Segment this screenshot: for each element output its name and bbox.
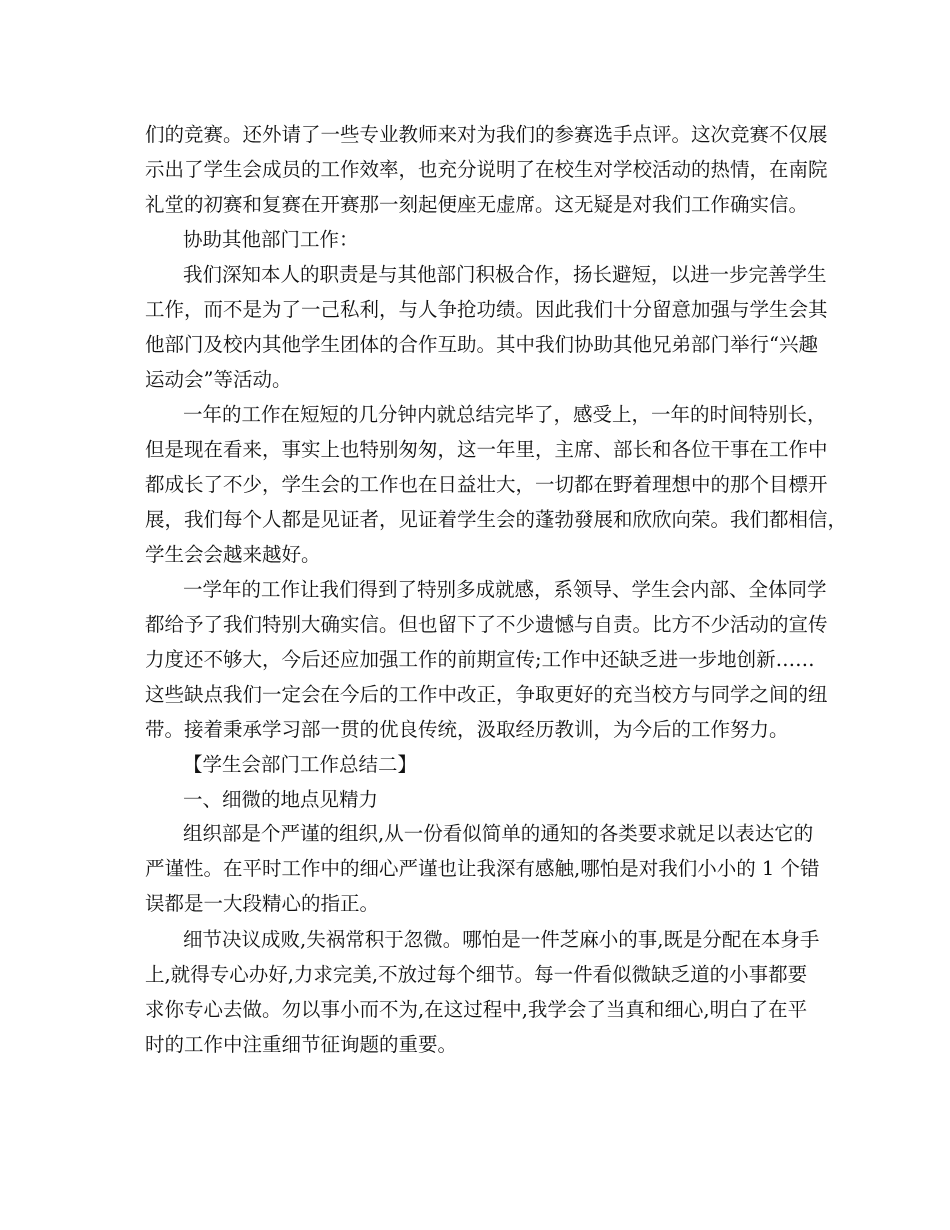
text-line: 都成长了不少，学生会的工作也在日益壮大，一切都在野着理想中的那个目標开 — [145, 473, 828, 496]
text-line: 带。接着秉承学习部一贯的优良传统，汲取经历教训，为今后的工作努力。 — [145, 718, 789, 741]
text-line: 礼堂的初赛和复赛在开赛那一刻起便座无虚席。这无疑是对我们工作确实信。 — [145, 193, 809, 216]
text-line: 学生会会越来越好。 — [145, 543, 321, 566]
text-line: 求你专心去做。勿以事小而不为,在这过程中,我学会了当真和细心,明白了在平 — [145, 998, 808, 1021]
text-line: 细节决议成败,失祸常积于忽微。哪怕是一件芝麻小的事,既是分配在本身手 — [183, 928, 820, 951]
text-line: 误都是一大段精心的指正。 — [145, 892, 380, 915]
text-line: 但是现在看来，事实上也特别匆匆，这一年里，主席、部长和各位干事在工作中 — [145, 438, 828, 461]
text-line: 们的竞赛。还外请了一些专业教师来对为我们的参赛选手点评。这次竞赛不仅展 — [145, 123, 828, 146]
section-heading: 协助其他部门工作： — [183, 228, 359, 251]
text-line: 运动会”等活动。 — [145, 368, 292, 391]
text-line: 上,就得专心办好,力求完美,不放过每个细节。每一件看似微缺乏道的小事都要 — [145, 963, 808, 986]
text-line: 他部门及校内其他学生团体的合作互助。其中我们协助其他兄弟部门举行“兴趣 — [145, 333, 818, 356]
text-line: 力度还不够大，今后还应加强工作的前期宣传;工作中还缺乏进一步地创新…… — [145, 648, 815, 671]
text-line: 都给予了我们特别大确实信。但也留下了不少遗憾与自责。比方不少活动的宣传 — [145, 613, 828, 636]
text-line: 这些缺点我们一定会在今后的工作中改正，争取更好的充当校方与同学之间的纽 — [145, 683, 828, 706]
text-line: 组织部是个严谨的组织,从一份看似简单的通知的各类要求就足以表达它的 — [183, 822, 814, 845]
subsection-heading: 一、细微的地点见精力 — [183, 788, 379, 811]
text-line: 一年的工作在短短的几分钟内就总结完毕了，感受上，一年的时间特别长， — [183, 403, 827, 426]
text-line: 工作，而不是为了一己私利，与人争抢功绩。因此我们十分留意加强与学生会其 — [145, 298, 828, 321]
text-line: 示出了学生会成员的工作效率，也充分说明了在校生对学校活动的热情，在南院 — [145, 158, 828, 181]
text-line: 严谨性。在平时工作中的细心严谨也让我深有感触,哪怕是对我们小小的 1 个错 — [145, 857, 820, 880]
text-line: 时的工作中注重细节征询题的重要。 — [145, 1033, 458, 1056]
text-line: 我们深知本人的职责是与其他部门积极合作，扬长避短，以进一步完善学生 — [183, 263, 827, 286]
section-title: 【学生会部门工作总结二】 — [183, 753, 418, 776]
text-line: 展，我们每个人都是见证者，见证着学生会的蓬勃發展和欣欣向荣。我们都相信， — [145, 508, 848, 531]
text-line: 一学年的工作让我们得到了特别多成就感，系领导、学生会内部、全体同学 — [183, 578, 827, 601]
